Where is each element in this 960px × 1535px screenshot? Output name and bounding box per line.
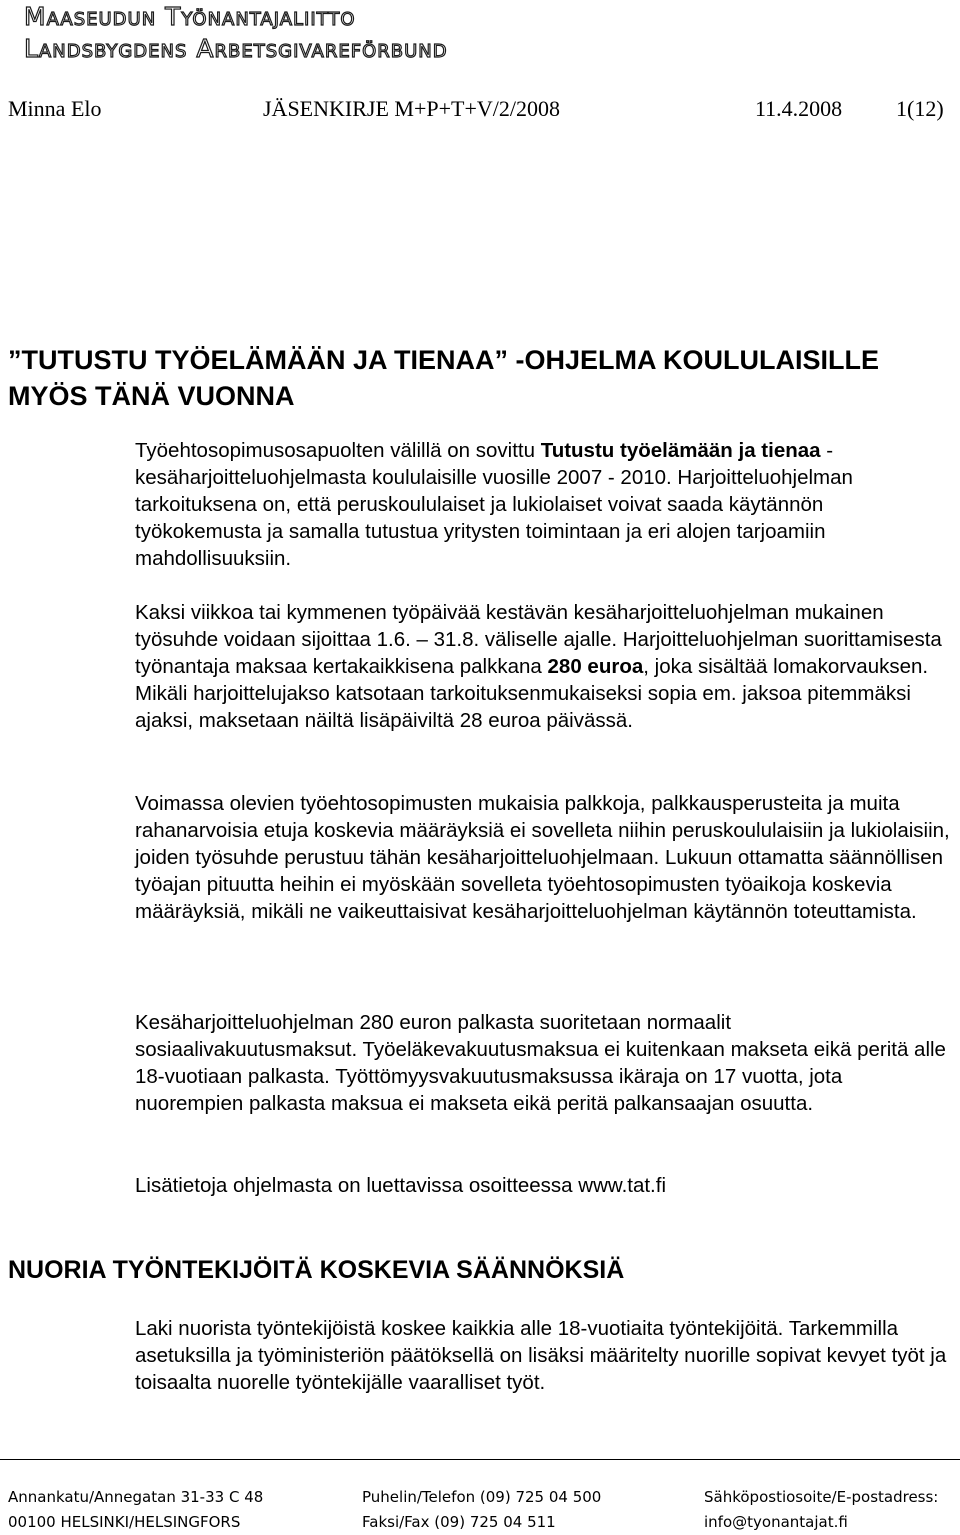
insurance-paragraph [135, 1009, 950, 1117]
footer-phone: Puhelin/Telefon (09) 725 04 500 [362, 1488, 602, 1506]
pay-paragraph [135, 599, 950, 734]
document-date: 11.4.2008 [755, 96, 843, 121]
section-heading-young-workers: NUORIA TYÖNTEKIJÖITÄ KOSKEVIA SÄÄNNÖKSIÄ [8, 1256, 625, 1284]
document-meta-row [8, 94, 954, 124]
letterhead-org-swedish: Landsbygdens Arbetsgivareförbund [24, 34, 448, 63]
pay-text-end: , joka sisältää lomakorvauksen. Mikäli harjoittelujakso katsotaan tarkoituksenmukaiseksi sopia em. jaksoa pitemmäksi ajaksi, maksetaan näiltä lisäpäiviltä 28 euroa päivässä. [135, 655, 929, 732]
footer-email-label: Sähköpostiosoite/E-postadress: [704, 1488, 939, 1506]
page-title: ”TUTUSTU TYÖELÄMÄÄN JA TIENAA” -OHJELMA KOULULAISILLE MYÖS TÄNÄ VUONNA [8, 345, 879, 411]
footer-email[interactable]: info@tyonantajat.fi [704, 1513, 848, 1531]
footer-address [8, 1485, 263, 1535]
author: Minna Elo [8, 96, 102, 121]
young-workers-text: Laki nuorista työntekijöistä koskee kaikkia alle 18-vuotiaita työntekijöitä. Tarkemmilla asetuksilla ja työministeriön päätöksellä on lisäksi määritelty nuorille sopivat kevyet työt ja toisaalta nuorelle työntekijälle vaaralliset työt. [135, 1317, 947, 1394]
young-workers-paragraph [135, 1315, 950, 1396]
intro-text-end: -kesäharjoitteluohjelmasta koululaisille vuosille 2007 - 2010. Harjoitteluohjelman tarkoituksena on, että peruskoululaiset ja lukiolaiset voivat saada käytännön työkokemusta ja samalla tutustua yritysten toimintaan ja eri alojen tarjoamiin mahdollisuuksiin. [135, 439, 853, 570]
footer-contact-numbers [362, 1485, 601, 1535]
program-name: Tutustu työelämään ja tienaa [540, 439, 821, 462]
footer-fax: Faksi/Fax (09) 725 04 511 [362, 1513, 556, 1531]
more-info-text: Lisätietoja ohjelmasta on luettavissa osoitteessa www.tat.fi [135, 1174, 666, 1197]
insurance-text: Kesäharjoitteluohjelman 280 euron palkasta suoritetaan normaalit sosiaalivakuutusmaksut. Työeläkevakuutusmaksua ei kuitenkaan makseta eikä peritä alle 18-vuotiaan palkasta. Työttömyysvakuutusmaksussa ikäraja on 17 vuotta, jota nuorempien palkasta maksua ei makseta eikä peritä palkansaajan osuutta. [135, 1011, 946, 1115]
footer-city: 00100 HELSINKI/HELSINGFORS [8, 1513, 241, 1531]
collective-agreements-text: Voimassa olevien työehtosopimusten mukaisia palkkoja, palkkausperusteita ja muita rahanarvoisia etuja koskevia määräyksiä ei sovelleta niihin peruskoululaisiin ja lukiolaisiin, joiden työsuhde perustuu tähän kesäharjoitteluohjelmaan. Lukuun ottamatta säännöllisen työajan pituutta heihin ei myöskään sovelleta työehtosopimusten työaikoja koskevia määräyksiä, mikäli ne vaikeuttaisivat kesäharjoitteluohjelman käytännön toteuttamista. [135, 792, 950, 923]
pay-text-start: Kaksi viikkoa tai kymmenen työpäivää kestävän kesäharjoitteluohjelman mukainen työsuhde voidaan sijoittaa 1.6. – 31.8. väliselle ajalle. Harjoitteluohjelman suorittamisesta työnantaja maksaa kertakaikkisena palkkana [135, 601, 942, 678]
more-info-paragraph [135, 1172, 950, 1199]
page-number: 1(12) [896, 96, 944, 121]
intro-text-start: Työehtosopimusosapuolten välillä on sovittu [135, 439, 541, 462]
footer-divider [0, 1459, 960, 1460]
footer-street: Annankatu/Annegatan 31-33 C 48 [8, 1488, 264, 1506]
letterhead-org-finnish: Maaseudun Työnantajaliitto [24, 2, 356, 31]
intro-paragraph [135, 437, 950, 572]
pay-amount: 280 euroa [547, 655, 644, 678]
collective-agreements-paragraph [135, 790, 950, 925]
document-code: JÄSENKIRJE M+P+T+V/2/2008 [263, 96, 560, 121]
footer-email-block [704, 1485, 938, 1535]
